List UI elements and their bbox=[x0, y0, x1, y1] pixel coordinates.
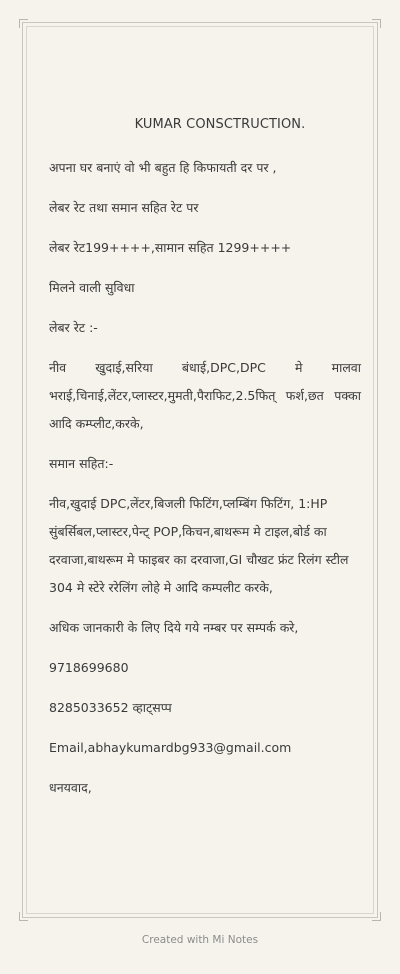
note-paragraph: लेबर रेट तथा समान सहित रेट पर bbox=[49, 200, 199, 215]
note-title: KUMAR CONSCTRUCTION. bbox=[134, 117, 306, 132]
corner-ornament-top-left bbox=[19, 19, 28, 28]
closing-text: धनयवाद, bbox=[49, 780, 92, 795]
note-paragraph: मिलने वाली सुविधा bbox=[49, 280, 135, 295]
footer-credit: Created with Mi Notes bbox=[141, 934, 259, 946]
corner-ornament-bottom-right bbox=[372, 912, 381, 921]
note-paragraph: अपना घर बनाएं वो भी बहुत हि किफायती दर पर , bbox=[49, 160, 277, 175]
note-paragraph: लेबर रेट :- bbox=[49, 320, 98, 335]
note-paragraph: नीव,खुदाई DPC,लेंटर,बिजली फिटिंग,प्लम्बिंग फिटिंग, 1:HP सुंबर्सिबल,प्लास्टर,पेन्ट् POP,किचन,बाथरूम मे टाइल,बोर्ड का दरवाजा,बाथरूम मे फाइबर का दरवाजा,GI चौखट फ्रंट रिलंग स्टील 304 मे स्टेरे ररेलिंग लोहे मे आदि कम्पलीट करके, bbox=[49, 496, 349, 595]
note-paragraph: अधिक जानकारी के लिए दिये गये नम्बर पर सम्पर्क करे, bbox=[49, 620, 299, 635]
note-paragraph: लेबर रेट199++++,सामान सहित 1299++++ bbox=[49, 240, 292, 255]
corner-ornament-top-right bbox=[372, 19, 381, 28]
phone-number: 9718699680 bbox=[49, 660, 129, 675]
note-paragraph: समान सहित:- bbox=[49, 456, 114, 471]
note-paragraph: नीव खुदाई,सरिया बंधाई,DPC,DPC मे मालवा भराई,चिनाई,लेंटर,प्लास्टर,मुमती,पैराफिट,2.5फित् फर्श,छत पक्का आदि कम्प्लीट,करके, bbox=[49, 360, 361, 431]
whatsapp-number: 8285033652 व्हाट्सप्प bbox=[49, 700, 172, 715]
email-address: Email,abhaykumardbg933@gmail.com bbox=[49, 740, 292, 755]
note-content bbox=[49, 112, 361, 814]
corner-ornament-bottom-left bbox=[19, 912, 28, 921]
